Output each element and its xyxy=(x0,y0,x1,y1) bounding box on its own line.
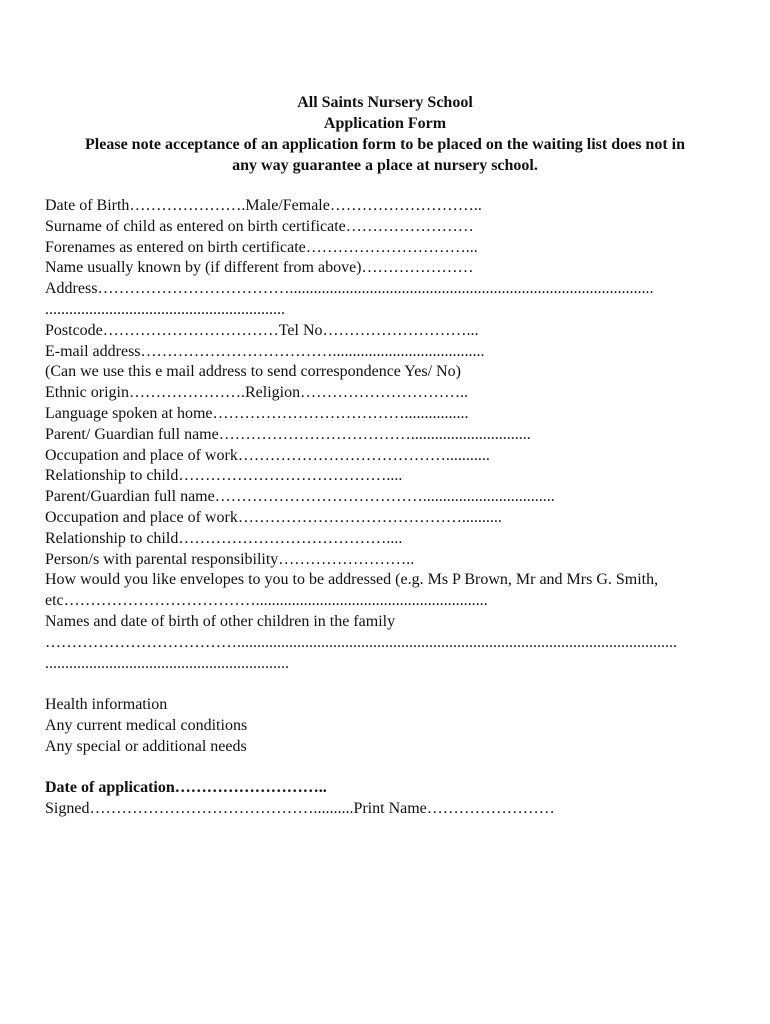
health-heading: Health information xyxy=(45,696,168,714)
parent2-occupation-field: Occupation and place of work…………………………………….......... xyxy=(45,508,502,526)
ethnic-religion-field: Ethnic origin………………….Religion………………………….. xyxy=(45,384,469,402)
parent1-occupation-field: Occupation and place of work…………………………………........... xyxy=(45,446,490,464)
siblings-line-2: ............................................................. xyxy=(45,654,289,672)
parent1-name-field: Parent/ Guardian full name……………………………….............................. xyxy=(45,425,531,443)
parental-responsibility-field: Person/s with parental responsibility…………………….. xyxy=(45,550,415,568)
siblings-line-1: ……………………………….............................................................................................................. xyxy=(45,633,677,651)
envelope-addressing-field: etc……………………………….......................................................... xyxy=(45,592,488,610)
signature-print-name-field: Signed……………………………………..........Print Name…………………… xyxy=(45,800,555,818)
spacer xyxy=(45,674,735,695)
parent2-relationship-field: Relationship to child………………………………….... xyxy=(45,529,403,547)
surname-field: Surname of child as entered on birth certificate…………………… xyxy=(45,217,474,235)
special-needs-label: Any special or additional needs xyxy=(45,737,247,755)
form-title: Application Form xyxy=(323,115,447,132)
form-fields xyxy=(45,196,735,820)
siblings-label: Names and date of birth of other children in the family xyxy=(45,612,396,630)
spacer xyxy=(45,758,735,779)
dob-gender-field: Date of Birth………………….Male/Female……………………….. xyxy=(45,197,482,214)
email-field: E-mail address………………………………...................................... xyxy=(45,342,485,360)
known-as-field: Name usually known by (if different from above)………………… xyxy=(45,259,474,277)
address-field: Address………………………………........................................................................................... xyxy=(45,280,654,298)
date-of-application-field: Date of application……………………….. xyxy=(45,779,327,797)
school-name: All Saints Nursery School xyxy=(297,94,473,111)
address-continuation-line: ............................................................ xyxy=(45,300,285,318)
medical-conditions-label: Any current medical conditions xyxy=(45,716,248,734)
postcode-tel-field: Postcode……………………………Tel No………………………... xyxy=(45,321,479,339)
parent1-relationship-field: Relationship to child………………………………….... xyxy=(45,467,403,485)
language-field: Language spoken at home………………………………................ xyxy=(45,404,469,422)
forenames-field: Forenames as entered on birth certificate…………………………... xyxy=(45,238,478,256)
parent2-name-field: Parent/Guardian full name…………………………………................................. xyxy=(45,488,555,506)
waiting-list-notice-line-2: any way guarantee a place at nursery school. xyxy=(232,157,538,174)
envelope-addressing-question: How would you like envelopes to you to be addressed (e.g. Ms P Brown, Mr and Mrs G. Smith, xyxy=(45,571,659,589)
form-header xyxy=(40,92,730,176)
email-consent-question: (Can we use this e mail address to send correspondence Yes/ No) xyxy=(45,363,461,381)
waiting-list-notice-line-1: Please note acceptance of an application form to be placed on the waiting list does not in xyxy=(85,136,685,153)
